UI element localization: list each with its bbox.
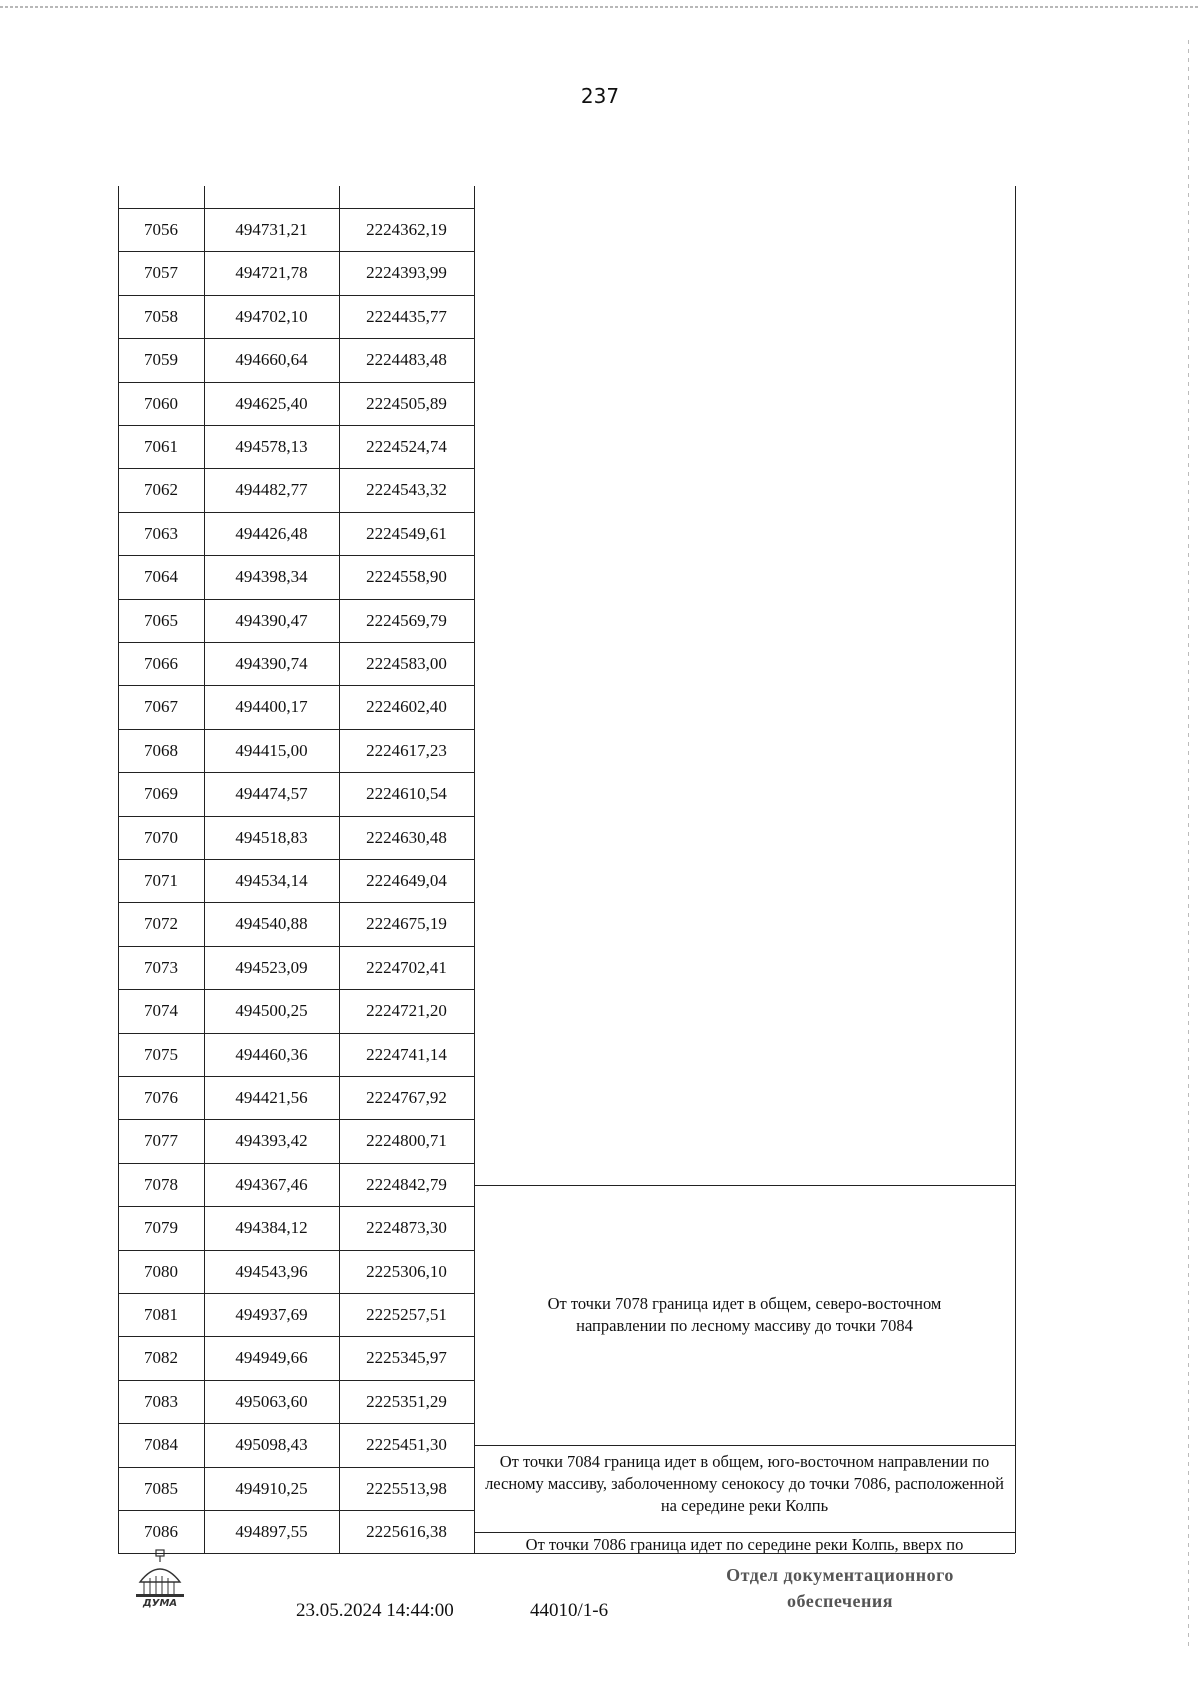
table-vertical-rule <box>1015 186 1016 1553</box>
x-coordinate-cell: 494500,25 <box>235 1001 308 1021</box>
y-coordinate-cell: 2224362,19 <box>366 220 447 239</box>
y-coordinate-cell: 2225306,10 <box>366 1261 447 1281</box>
y-coordinate-cell: 2224543,32 <box>366 480 447 500</box>
point-number-cell: 7078 <box>144 1174 178 1194</box>
table-horizontal-rule <box>118 1119 474 1120</box>
table-horizontal-rule <box>118 1076 474 1077</box>
table-horizontal-rule <box>118 989 474 990</box>
x-coordinate-cell: 494390,74 <box>235 654 308 673</box>
y-coordinate-cell: 2224505,89 <box>366 393 447 413</box>
table-horizontal-rule <box>118 946 474 947</box>
y-coordinate-cell: 2224675,19 <box>366 914 447 934</box>
point-number-cell: 7084 <box>144 1435 178 1455</box>
y-coordinate-cell: 2224435,77 <box>366 306 447 326</box>
x-coordinate-cell: 494367,46 <box>235 1174 308 1194</box>
y-coordinate-cell: 2224393,99 <box>366 263 447 283</box>
table-horizontal-rule <box>118 685 474 686</box>
table-horizontal-rule <box>118 1553 474 1554</box>
point-number-cell: 7070 <box>144 827 178 847</box>
x-coordinate-cell: 494625,40 <box>235 393 308 413</box>
svg-text:ДУМА: ДУМА <box>142 1598 178 1608</box>
y-coordinate-cell: 2225451,30 <box>366 1435 447 1455</box>
x-coordinate-cell: 494460,36 <box>235 1044 308 1064</box>
point-number-cell: 7065 <box>144 610 178 630</box>
table-vertical-rule <box>204 186 205 1553</box>
y-coordinate-cell: 2224702,41 <box>366 957 447 977</box>
table-horizontal-rule <box>118 642 474 643</box>
table-horizontal-rule <box>118 208 474 209</box>
scan-right-edge <box>1188 40 1189 1650</box>
point-number-cell: 7060 <box>144 393 178 413</box>
table-horizontal-rule <box>118 859 474 860</box>
table-horizontal-rule <box>118 599 474 600</box>
point-number-cell: 7081 <box>144 1305 178 1324</box>
point-number-cell: 7072 <box>144 914 178 934</box>
boundary-description-7086: От точки 7086 граница идет по середине реки Колпь, вверх по <box>525 1534 964 1554</box>
point-number-cell: 7083 <box>144 1391 178 1411</box>
point-number-cell: 7075 <box>144 1044 178 1064</box>
x-coordinate-cell: 494910,25 <box>235 1478 308 1498</box>
x-coordinate-cell: 494897,55 <box>235 1522 308 1541</box>
y-coordinate-cell: 2224873,30 <box>366 1218 447 1238</box>
x-coordinate-cell: 494721,78 <box>235 263 308 283</box>
point-number-cell: 7071 <box>144 871 178 890</box>
table-vertical-rule <box>118 186 119 1553</box>
point-number-cell: 7085 <box>144 1478 178 1498</box>
y-coordinate-cell: 2224483,48 <box>366 350 447 370</box>
table-horizontal-rule <box>118 1336 474 1337</box>
table-horizontal-rule <box>118 1380 474 1381</box>
scan-top-edge <box>0 6 1200 8</box>
point-number-cell: 7057 <box>144 263 178 283</box>
print-timestamp: 23.05.2024 14:44:00 <box>296 1600 454 1621</box>
table-horizontal-rule <box>118 816 474 817</box>
x-coordinate-cell: 494949,66 <box>235 1348 308 1368</box>
y-coordinate-cell: 2224569,79 <box>366 610 447 630</box>
table-horizontal-rule <box>118 295 474 296</box>
y-coordinate-cell: 2225616,38 <box>366 1522 447 1541</box>
table-horizontal-rule <box>118 1510 474 1511</box>
duma-emblem-icon <box>128 1548 192 1608</box>
point-number-cell: 7079 <box>144 1218 178 1238</box>
y-coordinate-cell: 2224800,71 <box>366 1131 447 1151</box>
table-horizontal-rule <box>474 1532 1015 1533</box>
x-coordinate-cell: 494400,17 <box>235 697 308 717</box>
table-horizontal-rule <box>118 729 474 730</box>
table-horizontal-rule <box>474 1553 1015 1554</box>
x-coordinate-cell: 494702,10 <box>235 306 308 326</box>
point-number-cell: 7068 <box>144 740 178 760</box>
boundary-description-7084: От точки 7084 граница идет в общем, юго-восточном направлении по лесному массиву, заболоченному сенокосу до точки 7086, расположенной на середине реки Колпь <box>485 1451 1004 1515</box>
table-horizontal-rule <box>118 1423 474 1424</box>
y-coordinate-cell: 2224549,61 <box>366 523 447 543</box>
point-number-cell: 7073 <box>144 957 178 977</box>
table-horizontal-rule <box>118 468 474 469</box>
x-coordinate-cell: 494937,69 <box>235 1305 308 1324</box>
table-horizontal-rule <box>118 902 474 903</box>
y-coordinate-cell: 2224610,54 <box>366 784 447 804</box>
y-coordinate-cell: 2224558,90 <box>366 567 447 587</box>
point-number-cell: 7058 <box>144 306 178 326</box>
x-coordinate-cell: 494660,64 <box>235 350 308 370</box>
y-coordinate-cell: 2224617,23 <box>366 740 447 760</box>
point-number-cell: 7080 <box>144 1261 178 1281</box>
point-number-cell: 7059 <box>144 350 178 370</box>
x-coordinate-cell: 494421,56 <box>235 1088 308 1107</box>
table-vertical-rule <box>339 186 340 1553</box>
table-horizontal-rule <box>474 1185 1015 1186</box>
department-stamp <box>690 1562 990 1614</box>
table-horizontal-rule <box>474 1445 1015 1446</box>
y-coordinate-cell: 2224630,48 <box>366 827 447 847</box>
x-coordinate-cell: 494543,96 <box>235 1261 308 1281</box>
y-coordinate-cell: 2224721,20 <box>366 1001 447 1021</box>
point-number-cell: 7062 <box>144 480 178 500</box>
table-horizontal-rule <box>118 1250 474 1251</box>
x-coordinate-cell: 495098,43 <box>235 1435 308 1455</box>
x-coordinate-cell: 494534,14 <box>235 871 308 890</box>
table-horizontal-rule <box>118 1206 474 1207</box>
y-coordinate-cell: 2224741,14 <box>366 1044 447 1064</box>
table-horizontal-rule <box>118 1163 474 1164</box>
table-horizontal-rule <box>118 1293 474 1294</box>
x-coordinate-cell: 494731,21 <box>235 220 308 239</box>
table-horizontal-rule <box>118 512 474 513</box>
point-number-cell: 7082 <box>144 1348 178 1368</box>
y-coordinate-cell: 2225257,51 <box>366 1305 447 1324</box>
table-horizontal-rule <box>118 555 474 556</box>
y-coordinate-cell: 2224602,40 <box>366 697 447 717</box>
boundary-description-7078: От точки 7078 граница идет в общем, северо-восточном направлении по лесному массиву до точки 7084 <box>547 1293 942 1335</box>
table-vertical-rule <box>474 186 475 1553</box>
y-coordinate-cell: 2224583,00 <box>366 654 447 673</box>
y-coordinate-cell: 2225345,97 <box>366 1348 447 1368</box>
point-number-cell: 7069 <box>144 784 178 804</box>
page-number: 237 <box>580 84 620 108</box>
x-coordinate-cell: 494523,09 <box>235 957 308 977</box>
x-coordinate-cell: 494578,13 <box>235 437 308 456</box>
point-number-cell: 7077 <box>144 1131 178 1151</box>
y-coordinate-cell: 2224842,79 <box>366 1174 447 1194</box>
point-number-cell: 7064 <box>144 567 178 587</box>
x-coordinate-cell: 494518,83 <box>235 827 308 847</box>
point-number-cell: 7056 <box>144 220 178 239</box>
table-horizontal-rule <box>118 425 474 426</box>
x-coordinate-cell: 494482,77 <box>235 480 308 500</box>
table-horizontal-rule <box>118 338 474 339</box>
point-number-cell: 7076 <box>144 1088 178 1107</box>
x-coordinate-cell: 494540,88 <box>235 914 308 934</box>
x-coordinate-cell: 495063,60 <box>235 1391 308 1411</box>
document-id: 44010/1-6 <box>530 1600 609 1621</box>
table-horizontal-rule <box>118 1467 474 1468</box>
x-coordinate-cell: 494426,48 <box>235 523 308 543</box>
y-coordinate-cell: 2225351,29 <box>366 1391 447 1411</box>
table-horizontal-rule <box>118 772 474 773</box>
point-number-cell: 7063 <box>144 523 178 543</box>
point-number-cell: 7074 <box>144 1001 178 1021</box>
y-coordinate-cell: 2224767,92 <box>366 1088 447 1107</box>
table-horizontal-rule <box>118 251 474 252</box>
point-number-cell: 7086 <box>144 1522 178 1541</box>
department-stamp-line2: обеспечения <box>787 1591 893 1611</box>
y-coordinate-cell: 2225513,98 <box>366 1478 447 1498</box>
x-coordinate-cell: 494393,42 <box>235 1131 308 1151</box>
point-number-cell: 7066 <box>144 654 178 673</box>
x-coordinate-cell: 494474,57 <box>235 784 308 804</box>
table-horizontal-rule <box>118 1033 474 1034</box>
x-coordinate-cell: 494415,00 <box>235 740 308 760</box>
point-number-cell: 7061 <box>144 437 178 456</box>
table-horizontal-rule <box>118 382 474 383</box>
department-stamp-line1: Отдел документационного <box>726 1565 954 1585</box>
x-coordinate-cell: 494390,47 <box>235 610 308 630</box>
x-coordinate-cell: 494384,12 <box>235 1218 308 1238</box>
point-number-cell: 7067 <box>144 697 178 717</box>
y-coordinate-cell: 2224649,04 <box>366 871 447 890</box>
y-coordinate-cell: 2224524,74 <box>366 437 447 456</box>
x-coordinate-cell: 494398,34 <box>235 567 308 587</box>
